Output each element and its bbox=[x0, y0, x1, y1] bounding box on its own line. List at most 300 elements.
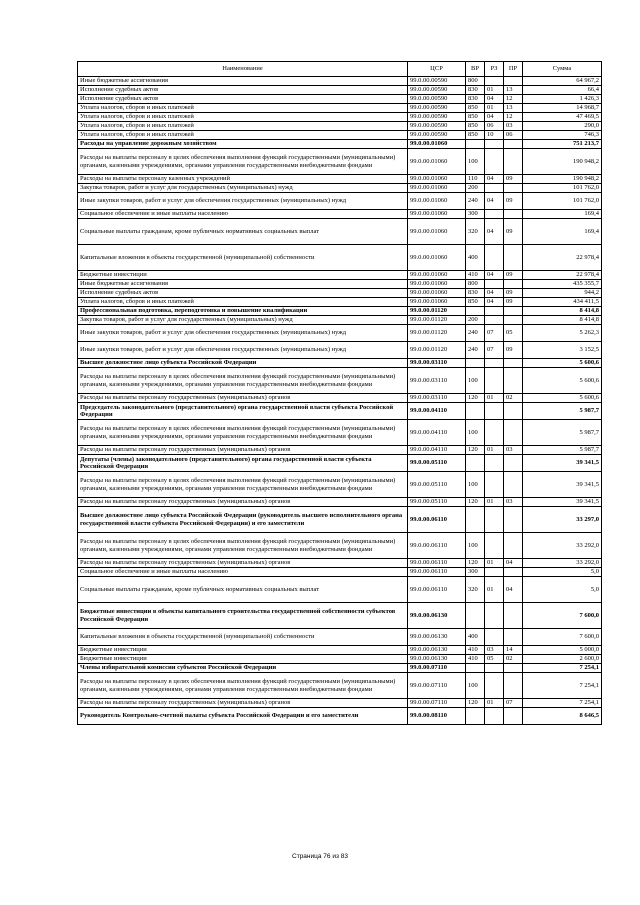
cell-vr bbox=[466, 708, 485, 725]
cell-rz bbox=[485, 184, 504, 193]
cell-csr: 99.0.00.04110 bbox=[408, 446, 466, 455]
budget-table bbox=[77, 61, 602, 725]
cell-rz bbox=[485, 507, 504, 533]
cell-rz: 04 bbox=[485, 219, 504, 245]
cell-vr: 400 bbox=[466, 245, 485, 271]
cell-rz: 01 bbox=[485, 699, 504, 708]
header-pr: ПР bbox=[504, 62, 523, 77]
cell-sum: 39 341,5 bbox=[523, 472, 602, 498]
cell-rz bbox=[485, 210, 504, 219]
cell-name: Бюджетные инвестиции bbox=[78, 646, 408, 655]
cell-sum: 5,0 bbox=[523, 577, 602, 603]
cell-vr: 830 bbox=[466, 289, 485, 298]
cell-vr: 120 bbox=[466, 559, 485, 568]
table-row bbox=[78, 289, 602, 298]
cell-name: Расходы на выплаты персоналу казенных учреждений bbox=[78, 175, 408, 184]
cell-csr: 99.0.00.03110 bbox=[408, 359, 466, 368]
cell-vr: 240 bbox=[466, 193, 485, 210]
cell-csr: 99.0.00.01060 bbox=[408, 289, 466, 298]
cell-pr: 13 bbox=[504, 86, 523, 95]
cell-pr: 09 bbox=[504, 289, 523, 298]
cell-vr: 240 bbox=[466, 342, 485, 359]
table-row bbox=[78, 245, 602, 271]
cell-name: Профессиональная подготовка, переподготовка и повышение квалификации bbox=[78, 307, 408, 316]
cell-sum: 3 152,5 bbox=[523, 342, 602, 359]
cell-pr: 09 bbox=[504, 219, 523, 245]
cell-csr: 99.0.00.07110 bbox=[408, 664, 466, 673]
cell-rz: 06 bbox=[485, 122, 504, 131]
cell-sum: 33 297,0 bbox=[523, 507, 602, 533]
cell-sum: 101 762,0 bbox=[523, 184, 602, 193]
cell-csr: 99.0.00.00590 bbox=[408, 122, 466, 131]
cell-name: Расходы на выплаты персоналу государственных (муниципальных) органов bbox=[78, 498, 408, 507]
cell-csr: 99.0.00.00590 bbox=[408, 104, 466, 113]
cell-csr: 99.0.00.01060 bbox=[408, 271, 466, 280]
cell-vr bbox=[466, 664, 485, 673]
cell-name: Высшее должностное лицо субъекта Российской Федерации (руководитель высшего исполнительного органа государственной власти субъекта Российской Федерации) и его заместители bbox=[78, 507, 408, 533]
cell-name: Иные бюджетные ассигнования bbox=[78, 280, 408, 289]
cell-csr: 99.0.00.03110 bbox=[408, 368, 466, 394]
cell-csr: 99.0.00.01060 bbox=[408, 280, 466, 289]
table-row bbox=[78, 472, 602, 498]
cell-csr: 99.0.00.06130 bbox=[408, 629, 466, 646]
cell-name: Расходы на выплаты персоналу государственных (муниципальных) органов bbox=[78, 559, 408, 568]
cell-pr bbox=[504, 77, 523, 86]
cell-sum: 101 762,0 bbox=[523, 193, 602, 210]
cell-sum: 5 600,6 bbox=[523, 359, 602, 368]
cell-vr: 200 bbox=[466, 184, 485, 193]
cell-rz: 07 bbox=[485, 325, 504, 342]
cell-sum: 5 987,7 bbox=[523, 446, 602, 455]
cell-vr: 100 bbox=[466, 533, 485, 559]
cell-csr: 99.0.00.05110 bbox=[408, 455, 466, 472]
cell-name: Бюджетные инвестиции в объекты капитального строительства государственной собственности субъектов Российской Федерации bbox=[78, 603, 408, 629]
cell-name: Бюджетные инвестиции bbox=[78, 655, 408, 664]
cell-vr: 100 bbox=[466, 368, 485, 394]
cell-pr: 09 bbox=[504, 271, 523, 280]
cell-pr: 06 bbox=[504, 131, 523, 140]
table-row bbox=[78, 603, 602, 629]
table-row bbox=[78, 77, 602, 86]
cell-pr: 02 bbox=[504, 655, 523, 664]
cell-name: Расходы на выплаты персоналу государственных (муниципальных) органов bbox=[78, 699, 408, 708]
cell-rz bbox=[485, 603, 504, 629]
table-row bbox=[78, 507, 602, 533]
cell-name: Уплата налогов, сборов и иных платежей bbox=[78, 104, 408, 113]
cell-vr: 800 bbox=[466, 77, 485, 86]
cell-csr: 99.0.00.08110 bbox=[408, 708, 466, 725]
table-row bbox=[78, 403, 602, 420]
cell-vr: 240 bbox=[466, 325, 485, 342]
table-row bbox=[78, 455, 602, 472]
cell-rz bbox=[485, 307, 504, 316]
cell-name: Исполнение судебных актов bbox=[78, 95, 408, 104]
table-row bbox=[78, 673, 602, 699]
table-row bbox=[78, 394, 602, 403]
table-row bbox=[78, 131, 602, 140]
cell-sum: 435 355,7 bbox=[523, 280, 602, 289]
cell-rz bbox=[485, 359, 504, 368]
table-row bbox=[78, 271, 602, 280]
cell-vr: 320 bbox=[466, 577, 485, 603]
cell-rz: 01 bbox=[485, 394, 504, 403]
cell-vr: 100 bbox=[466, 673, 485, 699]
cell-rz: 04 bbox=[485, 193, 504, 210]
cell-vr: 850 bbox=[466, 131, 485, 140]
cell-pr bbox=[504, 359, 523, 368]
cell-rz: 04 bbox=[485, 298, 504, 307]
cell-vr: 120 bbox=[466, 498, 485, 507]
cell-csr: 99.0.00.01060 bbox=[408, 140, 466, 149]
cell-csr: 99.0.00.01060 bbox=[408, 298, 466, 307]
cell-sum: 5 000,0 bbox=[523, 646, 602, 655]
cell-vr: 320 bbox=[466, 219, 485, 245]
table-row bbox=[78, 708, 602, 725]
cell-csr: 99.0.00.07110 bbox=[408, 673, 466, 699]
cell-rz: 01 bbox=[485, 446, 504, 455]
cell-csr: 99.0.00.01120 bbox=[408, 307, 466, 316]
cell-csr: 99.0.00.01060 bbox=[408, 184, 466, 193]
cell-name: Уплата налогов, сборов и иных платежей bbox=[78, 122, 408, 131]
cell-pr: 03 bbox=[504, 498, 523, 507]
table-row bbox=[78, 280, 602, 289]
cell-pr bbox=[504, 149, 523, 175]
table-row bbox=[78, 533, 602, 559]
cell-sum: 5 262,3 bbox=[523, 325, 602, 342]
cell-pr: 03 bbox=[504, 122, 523, 131]
header-vr: ВР bbox=[466, 62, 485, 77]
cell-csr: 99.0.00.06130 bbox=[408, 646, 466, 655]
cell-sum: 944,2 bbox=[523, 289, 602, 298]
cell-rz: 01 bbox=[485, 559, 504, 568]
table-row bbox=[78, 193, 602, 210]
cell-pr bbox=[504, 708, 523, 725]
table-row bbox=[78, 298, 602, 307]
cell-rz: 04 bbox=[485, 95, 504, 104]
header-name: Наименование bbox=[78, 62, 408, 77]
cell-csr: 99.0.00.01120 bbox=[408, 342, 466, 359]
cell-name: Расходы на выплаты персоналу в целях обеспечения выполнения функций государственными (муниципальными) органами, казенными учреждениями, органами управления государственными внебюджетными фондами bbox=[78, 673, 408, 699]
cell-pr bbox=[504, 403, 523, 420]
cell-vr: 410 bbox=[466, 646, 485, 655]
cell-rz bbox=[485, 368, 504, 394]
table-row bbox=[78, 316, 602, 325]
cell-csr: 99.0.00.00590 bbox=[408, 77, 466, 86]
cell-pr: 04 bbox=[504, 559, 523, 568]
cell-pr: 09 bbox=[504, 298, 523, 307]
cell-vr: 850 bbox=[466, 298, 485, 307]
cell-vr: 100 bbox=[466, 472, 485, 498]
cell-sum: 169,4 bbox=[523, 219, 602, 245]
cell-rz bbox=[485, 472, 504, 498]
table-row bbox=[78, 325, 602, 342]
cell-name: Расходы на выплаты персоналу в целях обеспечения выполнения функций государственными (муниципальными) органами, казенными учреждениями, органами управления государственными внебюджетными фондами bbox=[78, 149, 408, 175]
cell-sum: 7 254,1 bbox=[523, 699, 602, 708]
cell-rz bbox=[485, 149, 504, 175]
cell-name: Расходы на управление дорожным хозяйством bbox=[78, 140, 408, 149]
cell-csr: 99.0.00.00590 bbox=[408, 86, 466, 95]
cell-sum: 8 646,5 bbox=[523, 708, 602, 725]
cell-pr bbox=[504, 420, 523, 446]
cell-csr: 99.0.00.05110 bbox=[408, 472, 466, 498]
cell-vr: 300 bbox=[466, 210, 485, 219]
cell-sum: 190 948,2 bbox=[523, 175, 602, 184]
header-sum: Сумма bbox=[523, 62, 602, 77]
cell-name: Социальные выплаты гражданам, кроме публичных нормативных социальных выплат bbox=[78, 219, 408, 245]
cell-pr bbox=[504, 664, 523, 673]
cell-pr: 09 bbox=[504, 193, 523, 210]
cell-name: Расходы на выплаты персоналу в целях обеспечения выполнения функций государственными (муниципальными) органами, казенными учреждениями, органами управления государственными внебюджетными фондами bbox=[78, 420, 408, 446]
table-row bbox=[78, 175, 602, 184]
table-row bbox=[78, 368, 602, 394]
cell-csr: 99.0.00.04110 bbox=[408, 403, 466, 420]
cell-name: Иные закупки товаров, работ и услуг для обеспечения государственных (муниципальных) нужд bbox=[78, 325, 408, 342]
cell-sum: 1 426,3 bbox=[523, 95, 602, 104]
cell-pr bbox=[504, 455, 523, 472]
cell-pr: 12 bbox=[504, 113, 523, 122]
table-row bbox=[78, 646, 602, 655]
cell-pr bbox=[504, 245, 523, 271]
cell-sum: 290,0 bbox=[523, 122, 602, 131]
cell-sum: 5,0 bbox=[523, 568, 602, 577]
cell-rz bbox=[485, 568, 504, 577]
cell-name: Социальные выплаты гражданам, кроме публичных нормативных социальных выплат bbox=[78, 577, 408, 603]
cell-pr bbox=[504, 629, 523, 646]
cell-name: Капитальные вложения в объекты государственной (муниципальной) собственности bbox=[78, 245, 408, 271]
cell-name: Иные закупки товаров, работ и услуг для обеспечения государственных (муниципальных) нужд bbox=[78, 193, 408, 210]
cell-name: Иные закупки товаров, работ и услуг для обеспечения государственных (муниципальных) нужд bbox=[78, 342, 408, 359]
cell-rz: 10 bbox=[485, 131, 504, 140]
table-row bbox=[78, 498, 602, 507]
cell-rz bbox=[485, 403, 504, 420]
cell-vr bbox=[466, 307, 485, 316]
cell-pr bbox=[504, 280, 523, 289]
cell-sum: 64 967,2 bbox=[523, 77, 602, 86]
cell-pr: 14 bbox=[504, 646, 523, 655]
cell-rz bbox=[485, 664, 504, 673]
table-row bbox=[78, 664, 602, 673]
cell-rz bbox=[485, 629, 504, 646]
table-row bbox=[78, 104, 602, 113]
cell-name: Иные бюджетные ассигнования bbox=[78, 77, 408, 86]
table-row bbox=[78, 95, 602, 104]
cell-csr: 99.0.00.06110 bbox=[408, 533, 466, 559]
table-row bbox=[78, 629, 602, 646]
table-row bbox=[78, 113, 602, 122]
cell-vr: 120 bbox=[466, 394, 485, 403]
cell-rz: 01 bbox=[485, 498, 504, 507]
cell-csr: 99.0.00.05110 bbox=[408, 498, 466, 507]
cell-pr bbox=[504, 533, 523, 559]
table-row bbox=[78, 307, 602, 316]
cell-vr: 850 bbox=[466, 104, 485, 113]
cell-rz bbox=[485, 420, 504, 446]
cell-name: Закупка товаров, работ и услуг для государственных (муниципальных) нужд bbox=[78, 316, 408, 325]
cell-rz bbox=[485, 316, 504, 325]
cell-pr bbox=[504, 568, 523, 577]
cell-name: Члены избирательной комиссии субъектов Российской Федерации bbox=[78, 664, 408, 673]
table-row bbox=[78, 568, 602, 577]
cell-csr: 99.0.00.07110 bbox=[408, 699, 466, 708]
cell-name: Руководитель Контрольно-счетной палаты субъекта Российской Федерации и его заместители bbox=[78, 708, 408, 725]
cell-pr bbox=[504, 210, 523, 219]
table-header-row bbox=[78, 62, 602, 77]
cell-pr: 02 bbox=[504, 394, 523, 403]
cell-pr: 09 bbox=[504, 175, 523, 184]
cell-sum: 7 600,0 bbox=[523, 603, 602, 629]
cell-rz: 01 bbox=[485, 86, 504, 95]
cell-sum: 8 414,8 bbox=[523, 316, 602, 325]
cell-sum: 47 469,5 bbox=[523, 113, 602, 122]
cell-pr bbox=[504, 184, 523, 193]
cell-sum: 5 600,6 bbox=[523, 394, 602, 403]
cell-sum: 746,3 bbox=[523, 131, 602, 140]
cell-vr bbox=[466, 455, 485, 472]
cell-vr bbox=[466, 359, 485, 368]
cell-name: Депутаты (члены) законодательного (представительного) органа государственной власти субъекта Российской Федерации bbox=[78, 455, 408, 472]
cell-rz bbox=[485, 708, 504, 725]
cell-pr: 04 bbox=[504, 577, 523, 603]
cell-pr: 12 bbox=[504, 95, 523, 104]
table-row bbox=[78, 559, 602, 568]
cell-name: Социальное обеспечение и иные выплаты населению bbox=[78, 568, 408, 577]
cell-rz bbox=[485, 455, 504, 472]
cell-csr: 99.0.00.01060 bbox=[408, 175, 466, 184]
cell-pr: 03 bbox=[504, 446, 523, 455]
cell-pr bbox=[504, 140, 523, 149]
cell-name: Расходы на выплаты персоналу государственных (муниципальных) органов bbox=[78, 394, 408, 403]
cell-pr: 07 bbox=[504, 699, 523, 708]
table-row bbox=[78, 184, 602, 193]
cell-name: Председатель законодательного (представительного) органа государственной власти субъекта Российской Федерации bbox=[78, 403, 408, 420]
cell-name: Уплата налогов, сборов и иных платежей bbox=[78, 298, 408, 307]
header-rz: РЗ bbox=[485, 62, 504, 77]
cell-csr: 99.0.00.06110 bbox=[408, 559, 466, 568]
cell-rz: 07 bbox=[485, 342, 504, 359]
cell-name: Бюджетные инвестиции bbox=[78, 271, 408, 280]
cell-csr: 99.0.00.06130 bbox=[408, 655, 466, 664]
cell-vr: 410 bbox=[466, 271, 485, 280]
cell-pr: 13 bbox=[504, 104, 523, 113]
cell-rz bbox=[485, 280, 504, 289]
cell-vr: 110 bbox=[466, 175, 485, 184]
cell-name: Исполнение судебных актов bbox=[78, 289, 408, 298]
table-row bbox=[78, 122, 602, 131]
cell-name: Расходы на выплаты персоналу в целях обеспечения выполнения функций государственными (муниципальными) органами, казенными учреждениями, органами управления государственными внебюджетными фондами bbox=[78, 533, 408, 559]
cell-csr: 99.0.00.00590 bbox=[408, 131, 466, 140]
table-row bbox=[78, 149, 602, 175]
table-row bbox=[78, 210, 602, 219]
cell-csr: 99.0.00.06110 bbox=[408, 507, 466, 533]
cell-sum: 5 600,6 bbox=[523, 368, 602, 394]
cell-sum: 33 292,0 bbox=[523, 559, 602, 568]
cell-vr bbox=[466, 403, 485, 420]
cell-csr: 99.0.00.04110 bbox=[408, 420, 466, 446]
cell-name: Расходы на выплаты персоналу в целях обеспечения выполнения функций государственными (муниципальными) органами, казенными учреждениями, органами управления государственными внебюджетными фондами bbox=[78, 472, 408, 498]
table-body bbox=[78, 77, 602, 725]
cell-rz bbox=[485, 533, 504, 559]
cell-vr: 120 bbox=[466, 446, 485, 455]
cell-vr: 830 bbox=[466, 95, 485, 104]
cell-sum: 33 292,0 bbox=[523, 533, 602, 559]
table-row bbox=[78, 140, 602, 149]
cell-sum: 22 978,4 bbox=[523, 245, 602, 271]
cell-name: Социальное обеспечение и иные выплаты населению bbox=[78, 210, 408, 219]
cell-csr: 99.0.00.06110 bbox=[408, 568, 466, 577]
cell-csr: 99.0.00.01060 bbox=[408, 219, 466, 245]
cell-sum: 169,4 bbox=[523, 210, 602, 219]
cell-csr: 99.0.00.06110 bbox=[408, 577, 466, 603]
cell-csr: 99.0.00.01060 bbox=[408, 210, 466, 219]
page-footer: Страница 76 из 83 bbox=[292, 853, 348, 860]
cell-sum: 7 254,1 bbox=[523, 664, 602, 673]
cell-pr bbox=[504, 368, 523, 394]
header-csr: ЦСР bbox=[408, 62, 466, 77]
cell-vr bbox=[466, 140, 485, 149]
cell-sum: 14 968,7 bbox=[523, 104, 602, 113]
cell-pr bbox=[504, 603, 523, 629]
cell-vr: 300 bbox=[466, 568, 485, 577]
cell-vr: 400 bbox=[466, 629, 485, 646]
cell-rz bbox=[485, 77, 504, 86]
cell-sum: 434 411,5 bbox=[523, 298, 602, 307]
cell-sum: 7 254,1 bbox=[523, 673, 602, 699]
cell-pr: 05 bbox=[504, 325, 523, 342]
table-row bbox=[78, 577, 602, 603]
table-row bbox=[78, 219, 602, 245]
cell-sum: 5 987,7 bbox=[523, 420, 602, 446]
cell-vr: 800 bbox=[466, 280, 485, 289]
cell-csr: 99.0.00.00590 bbox=[408, 113, 466, 122]
cell-sum: 22 978,4 bbox=[523, 271, 602, 280]
cell-rz: 01 bbox=[485, 577, 504, 603]
cell-vr bbox=[466, 507, 485, 533]
cell-pr bbox=[504, 507, 523, 533]
table-row bbox=[78, 655, 602, 664]
table-row bbox=[78, 359, 602, 368]
cell-csr: 99.0.00.06130 bbox=[408, 603, 466, 629]
cell-name: Закупка товаров, работ и услуг для государственных (муниципальных) нужд bbox=[78, 184, 408, 193]
cell-sum: 39 341,5 bbox=[523, 455, 602, 472]
cell-sum: 2 600,0 bbox=[523, 655, 602, 664]
cell-csr: 99.0.00.03110 bbox=[408, 394, 466, 403]
cell-pr: 09 bbox=[504, 342, 523, 359]
cell-name: Расходы на выплаты персоналу в целях обеспечения выполнения функций государственными (муниципальными) органами, казенными учреждениями, органами управления государственными внебюджетными фондами bbox=[78, 368, 408, 394]
cell-sum: 7 600,0 bbox=[523, 629, 602, 646]
cell-name: Исполнение судебных актов bbox=[78, 86, 408, 95]
cell-rz: 04 bbox=[485, 175, 504, 184]
cell-csr: 99.0.00.01060 bbox=[408, 245, 466, 271]
cell-vr bbox=[466, 603, 485, 629]
cell-rz: 01 bbox=[485, 104, 504, 113]
cell-sum: 190 948,2 bbox=[523, 149, 602, 175]
cell-csr: 99.0.00.01060 bbox=[408, 193, 466, 210]
cell-vr: 120 bbox=[466, 699, 485, 708]
cell-name: Уплата налогов, сборов и иных платежей bbox=[78, 113, 408, 122]
table-row bbox=[78, 446, 602, 455]
cell-rz: 04 bbox=[485, 113, 504, 122]
cell-rz: 04 bbox=[485, 271, 504, 280]
cell-pr bbox=[504, 316, 523, 325]
cell-sum: 5 987,7 bbox=[523, 403, 602, 420]
cell-pr bbox=[504, 307, 523, 316]
table-row bbox=[78, 342, 602, 359]
cell-name: Капитальные вложения в объекты государственной (муниципальной) собственности bbox=[78, 629, 408, 646]
cell-pr bbox=[504, 673, 523, 699]
cell-pr bbox=[504, 472, 523, 498]
table-row bbox=[78, 420, 602, 446]
cell-vr: 830 bbox=[466, 86, 485, 95]
